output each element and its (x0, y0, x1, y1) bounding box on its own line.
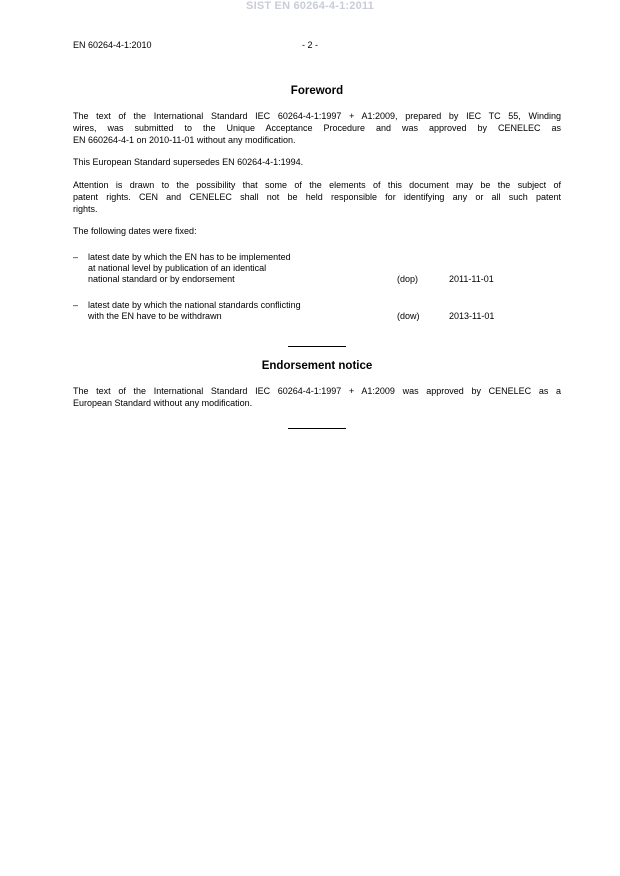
foreword-paragraph-2 (73, 156, 561, 168)
header-document-id: EN 60264-4-1:2010 (73, 40, 152, 50)
date-item-line: at national level by publication of an identical (88, 263, 267, 273)
endorsement-paragraph-line: The text of the International Standard IEC 60264-4-1:1997 + A1:2009 was approved by CENELEC as a (73, 386, 561, 396)
foreword-title: Foreword (290, 85, 344, 97)
endorsement-title: Endorsement notice (261, 360, 373, 372)
watermark: SIST EN 60264-4-1:2011 (246, 0, 374, 12)
foreword-paragraph-4 (73, 225, 561, 237)
section-divider (288, 346, 346, 347)
foreword-paragraph-2-line: This European Standard supersedes EN 60264-4-1:1994. (73, 157, 304, 167)
date-item-description (88, 252, 291, 285)
date-item-line: with the EN have to be withdrawn (88, 311, 222, 321)
date-item-abbreviation: (dop) (397, 274, 419, 284)
section-divider (288, 428, 346, 429)
date-item-date: 2011-11-01 (449, 274, 494, 284)
foreword-paragraph-3 (73, 179, 561, 215)
foreword-paragraph-1-line: The text of the International Standard IEC 60264-4-1:1997 + A1:2009, prepared by IEC TC 55, Winding (73, 111, 561, 121)
date-item-abbreviation: (dow) (397, 311, 420, 321)
date-item-dash: – (73, 300, 79, 310)
endorsement-paragraph (73, 385, 561, 409)
date-item-line: national standard or by endorsement (88, 274, 235, 284)
foreword-paragraph-3-line: Attention is drawn to the possibility that some of the elements of this document may be the subject of (73, 180, 561, 190)
date-item-date: 2013-11-01 (449, 311, 495, 321)
foreword-paragraph-1-line: wires, was submitted to the Unique Acceptance Procedure and was approved by CENELEC as (73, 123, 561, 133)
foreword-paragraph-3-line: rights. (73, 204, 98, 214)
date-item-description (88, 300, 301, 322)
foreword-paragraph-3-line: patent rights. CEN and CENELEC shall not be held responsible for identifying any or all such patent (73, 192, 561, 202)
date-item-line: latest date by which the national standards conflicting (88, 300, 301, 310)
foreword-paragraph-1 (73, 110, 561, 146)
foreword-paragraph-1-line: EN 660264-4-1 on 2010-11-01 without any modification. (73, 135, 296, 145)
endorsement-paragraph-line: European Standard without any modification. (73, 398, 253, 408)
foreword-paragraph-4-line: The following dates were fixed: (73, 226, 197, 236)
header-page-number: - 2 - (301, 40, 318, 50)
date-item-dash: – (73, 252, 79, 262)
date-item-line: latest date by which the EN has to be implemented (88, 252, 291, 262)
